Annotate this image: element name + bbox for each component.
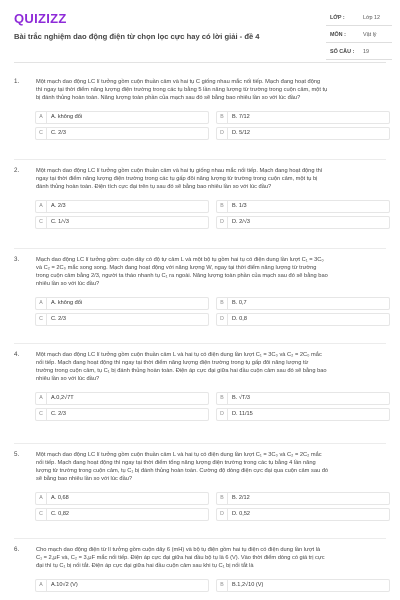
question-number: 2. <box>14 167 20 174</box>
answer-option-c[interactable] <box>35 313 209 326</box>
answer-option-a[interactable] <box>35 392 209 405</box>
question-text-line: đánh thủng hoàn toàn. Điện tích cực đại trên tụ sau đó sẽ bằng bao nhiêu lần so với lúc đầu? <box>36 184 272 190</box>
option-text: C. 2/3 <box>51 411 66 417</box>
answer-option-a[interactable] <box>35 111 209 124</box>
question-divider <box>14 343 386 344</box>
meta-count-row <box>326 43 392 60</box>
meta-subject-label: MÔN : <box>330 32 346 38</box>
question-text-line: nhiêu lần so với lúc đầu? <box>36 376 100 382</box>
option-letter: A <box>36 201 47 212</box>
option-letter: D <box>217 128 228 139</box>
answer-option-b[interactable] <box>216 392 390 405</box>
question-text-line: Mạch dao động LC lí tưởng gồm: cuộn dây có độ tự cảm L và một bộ tụ gồm hai tụ có điện dung lần lượt C₁ = 3C₀ <box>36 257 324 263</box>
option-letter: D <box>217 509 228 520</box>
question-text-line: bị đánh thủng hoàn toàn. Năng lượng toàn phần của mạch sau đó sẽ bằng bao nhiêu lần so với lúc đầu? <box>36 95 301 101</box>
question-text <box>36 256 388 288</box>
question-text-line: trường trong cuộn cảm, tụ C₁ bị đánh thủng hoàn toàn. Điện áp cực đại giữa hai đầu cuộn cảm sau đó sẽ bằng bao <box>36 368 327 374</box>
question-text <box>36 78 388 102</box>
question-text-line: lượng từ trường trong cuộn cảm, tụ C₁ bị đánh thủng hoàn toàn. Cường độ dòng điện cực đại qua cuộn cảm sau đó <box>36 468 329 474</box>
option-letter: B <box>217 112 228 123</box>
answer-option-c[interactable] <box>35 408 209 421</box>
answer-option-a[interactable] <box>35 579 209 592</box>
question-text-line: thì ngay tại thời điểm năng lượng điện trường trong các tụ bằng 5 lần năng lượng từ trường trong cuộn cảm, một tụ <box>36 87 328 93</box>
question-text <box>36 167 388 191</box>
option-letter: B <box>217 298 228 309</box>
question-divider <box>14 248 386 249</box>
option-letter: A <box>36 580 47 591</box>
question-text <box>36 451 388 483</box>
question-text-line: nhiêu lần so với lúc đầu? <box>36 281 100 287</box>
answer-option-a[interactable] <box>35 200 209 213</box>
question-text-line: C₁ = 2,μF và, C₂ = 3,μF mắc nối tiếp. Điện áp cực đại giữa hai đầu bộ tụ là 6 (V). Vào thời điểm dòng có giá trị cực <box>36 555 325 561</box>
answer-option-c[interactable] <box>35 127 209 140</box>
answer-option-d[interactable] <box>216 508 390 521</box>
question-text-line: sẽ bằng bao nhiêu lần so với lúc đầu? <box>36 476 133 482</box>
option-letter: A <box>36 393 47 404</box>
answer-option-d[interactable] <box>216 216 390 229</box>
option-text: B. 1/3 <box>232 203 247 209</box>
option-text: B.1,2√10 (V) <box>232 582 264 588</box>
answer-option-c[interactable] <box>35 216 209 229</box>
option-letter: D <box>217 409 228 420</box>
question-text <box>36 546 388 570</box>
question-text-line: nối tiếp. Mạch đang hoạt động thì ngay tại thời điểm tổng năng lượng điện trường trong các tụ bằng 4 lần năng <box>36 460 316 466</box>
option-letter: D <box>217 314 228 325</box>
answer-option-d[interactable] <box>216 313 390 326</box>
question-text-line: nối tiếp. Mạch đang hoạt động thì ngay tại thời điểm năng lượng điện trường trong tụ gấp đôi năng lượng từ <box>36 360 309 366</box>
option-letter: B <box>217 201 228 212</box>
option-text: D. 2/√3 <box>232 219 250 225</box>
option-text: D. 5/12 <box>232 130 251 136</box>
option-letter: A <box>36 112 47 123</box>
document-title: Bài trắc nghiệm dao động điện từ chọn lọc cực hay có lời giải - đề 4 <box>14 32 260 41</box>
answer-option-b[interactable] <box>216 492 390 505</box>
question-number: 6. <box>14 546 20 553</box>
option-text: A. không đổi <box>51 300 83 306</box>
answer-option-b[interactable] <box>216 200 390 213</box>
option-text: B. 7/12 <box>232 114 250 120</box>
option-text: A.10√2 (V) <box>51 582 78 588</box>
question-text-line: ngay tại thời điểm năng lượng điện trường trong các tụ gấp đôi năng lượng từ trường trong cuộn cảm, một tụ bị <box>36 176 318 182</box>
option-text: C. 0,82 <box>51 511 70 517</box>
question-text-line: Một mạch dao động LC lí tưởng gồm cuộn thuần cảm L và hai tụ có điện dung lần lượt C₁ = 3C₀ và C₂ = 2C₀ mắc <box>36 352 322 358</box>
question-text-line: Một mạch dao động LC lí tưởng gồm cuộn thuần cảm L và hai tụ có điện dung lần lượt C₁ = 3C₀ và C₂ = 2C₂ mắc <box>36 452 322 458</box>
option-text: A. không đổi <box>51 114 83 120</box>
answer-option-d[interactable] <box>216 408 390 421</box>
answer-option-b[interactable] <box>216 111 390 124</box>
option-text: A.0,2√7T <box>51 395 74 401</box>
meta-count-label: SỐ CÂU : <box>330 49 355 55</box>
answer-option-d[interactable] <box>216 127 390 140</box>
option-letter: D <box>217 217 228 228</box>
answer-option-c[interactable] <box>35 508 209 521</box>
header-divider <box>14 62 386 63</box>
quizizz-logo: QUIZIZZ <box>14 11 67 26</box>
option-letter: C <box>36 128 47 139</box>
question-divider <box>14 538 386 539</box>
option-letter: B <box>217 393 228 404</box>
option-text: B. √T/3 <box>232 395 250 401</box>
option-text: C. 1/√3 <box>51 219 69 225</box>
option-text: B. 2/12 <box>232 495 250 501</box>
answer-option-a[interactable] <box>35 492 209 505</box>
question-text-line: Một mạch dao động LC lí tưởng gồm cuộn thuần cảm và hai tụ C giống nhau mắc nối tiếp. Mạch đang hoạt động <box>36 79 321 85</box>
option-letter: C <box>36 509 47 520</box>
question-text <box>36 351 388 383</box>
question-number: 1. <box>14 78 20 85</box>
meta-table <box>326 9 392 60</box>
meta-class-value: Lớp 12 <box>363 15 381 21</box>
question-number: 5. <box>14 451 20 458</box>
question-text-line: Cho mạch dao động điện từ lí tưởng gồm cuộn dây 6 (mH) và bộ tụ điện gồm hai tụ điện có điện dung lần lượt là <box>36 547 321 553</box>
option-text: B. 0,7 <box>232 300 247 306</box>
option-text: D. 0,8 <box>232 316 247 322</box>
answer-option-b[interactable] <box>216 297 390 310</box>
option-letter: C <box>36 217 47 228</box>
option-text: D. 11/15 <box>232 411 253 417</box>
answer-option-b[interactable] <box>216 579 390 592</box>
meta-class-row <box>326 9 392 26</box>
meta-count-value: 19 <box>363 49 369 55</box>
question-text-line: trong cuộn cảm bằng 2/3, người ta tháo nhanh tụ C₁ ra ngoài. Năng lượng toàn phần của mạch sau đó sẽ bằng bao <box>36 273 328 279</box>
header <box>0 0 400 62</box>
meta-subject-row <box>326 26 392 43</box>
meta-class-label: LỚP : <box>330 15 345 21</box>
question-text-line: đại thì tụ C₁ bị nối tắt. Điện áp cực đại giữa hai đầu cuộn cảm sau khi tụ C₁ bị nối tắt là <box>36 563 254 569</box>
option-letter: C <box>36 409 47 420</box>
option-text: C. 2/3 <box>51 316 66 322</box>
question-number: 3. <box>14 256 20 263</box>
question-text-line: và C₂ = 2C₀ mắc song song. Mạch đang hoạt động với năng lượng W, ngay tại thời điểm năng lượng từ trường <box>36 265 317 271</box>
option-letter: C <box>36 314 47 325</box>
question-text-line: Một mạch dao động LC lí tưởng gồm cuộn thuần cảm và hai tụ giống nhau mắc nối tiếp. Mạch đang hoạt động thì <box>36 168 323 174</box>
answer-option-a[interactable] <box>35 297 209 310</box>
meta-subject-value: Vật lý <box>363 32 377 38</box>
option-letter: A <box>36 493 47 504</box>
option-letter: B <box>217 580 228 591</box>
option-text: C. 2/3 <box>51 130 66 136</box>
option-letter: B <box>217 493 228 504</box>
option-text: A. 0,68 <box>51 495 69 501</box>
question-divider <box>14 159 386 160</box>
option-text: D. 0,52 <box>232 511 251 517</box>
option-letter: A <box>36 298 47 309</box>
question-number: 4. <box>14 351 20 358</box>
option-text: A. 2/3 <box>51 203 66 209</box>
question-divider <box>14 443 386 444</box>
